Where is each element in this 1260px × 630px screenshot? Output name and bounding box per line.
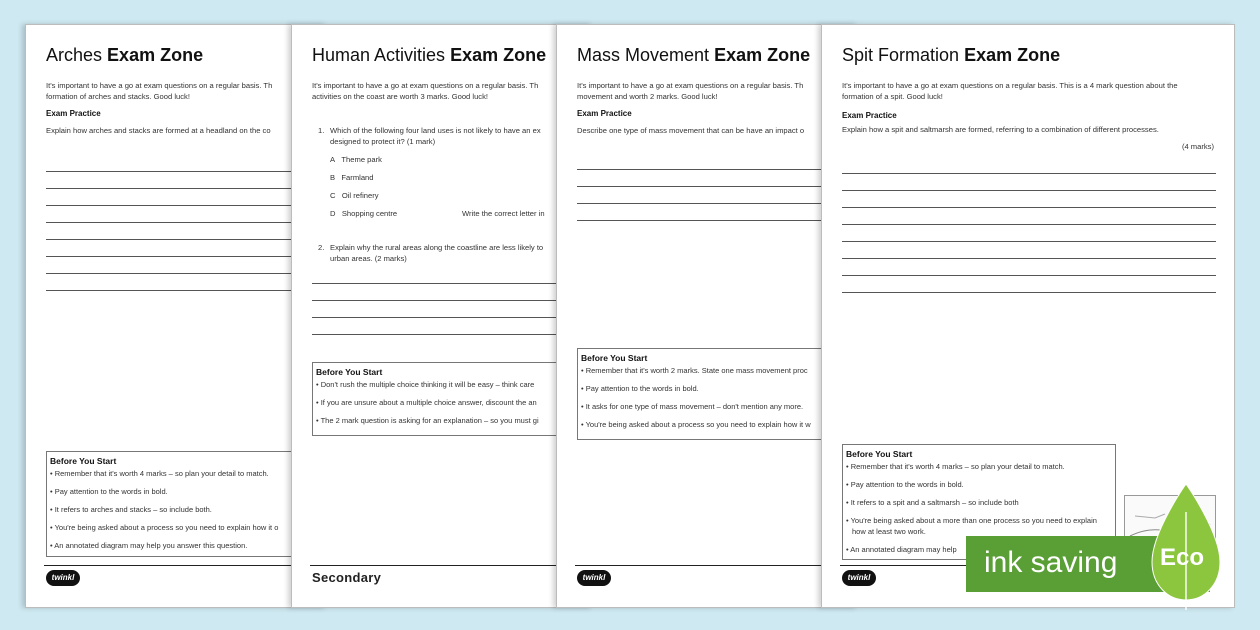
arches-bullet: • An annotated diagram may help you answer this question. xyxy=(50,541,247,550)
twinkl-logo: twinkl xyxy=(577,570,611,586)
human-activities-worksheet xyxy=(291,24,593,608)
spit-bullet: • Remember that it's worth 4 marks – so plan your detail to match. xyxy=(846,462,1065,471)
secondary-label: Secondary xyxy=(312,570,382,585)
answer-line xyxy=(46,239,326,240)
spit-bullet: • It refers to a spit and a saltmarsh – so include both xyxy=(846,498,1019,507)
ink-saving-label: ink saving xyxy=(984,546,1118,579)
answer-line xyxy=(46,171,326,172)
mass-bullet: • It asks for one type of mass movement – don't mention any more. xyxy=(581,402,803,411)
answer-line xyxy=(312,300,592,301)
mass-title: Mass Movement Exam Zone xyxy=(577,45,811,65)
spit-bullet: • Pay attention to the words in bold. xyxy=(846,480,964,489)
mass-question: Describe one type of mass movement that can be have an impact o xyxy=(577,126,805,135)
human-q2-line1: Explain why the rural areas along the coastline are less likely to xyxy=(330,243,544,252)
arches-question: Explain how arches and stacks are formed at a headland on the co xyxy=(46,126,271,135)
arches-before-heading: Before You Start xyxy=(50,456,117,466)
human-q2-number: 2. xyxy=(318,243,325,252)
human-q1-line2: designed to protect it? (1 mark) xyxy=(330,137,436,146)
mass-bullet: • Pay attention to the words in bold. xyxy=(581,384,699,393)
mass-intro-2: movement and worth 2 marks. Good luck! xyxy=(577,92,718,101)
answer-line xyxy=(46,290,326,291)
spit-intro-2: formation of a spit. Good luck! xyxy=(842,92,943,101)
answer-line xyxy=(46,205,326,206)
human-title: Human Activities Exam Zone xyxy=(312,45,547,65)
mass-movement-worksheet xyxy=(556,24,858,608)
arches-title: Arches Exam Zone xyxy=(46,45,204,65)
answer-line xyxy=(46,188,326,189)
mass-intro-1: It's important to have a go at exam questions on a regular basis. Th xyxy=(577,81,804,90)
human-write-letter: Write the correct letter in xyxy=(462,209,545,218)
spit-before-heading: Before You Start xyxy=(846,449,913,459)
answer-line xyxy=(842,207,1216,208)
answer-line xyxy=(842,292,1216,293)
human-q1-number: 1. xyxy=(318,126,325,135)
answer-line xyxy=(312,317,592,318)
arches-intro-2: formation of arches and stacks. Good luck! xyxy=(46,92,190,101)
footer-divider xyxy=(575,565,839,566)
mass-before-heading: Before You Start xyxy=(581,353,648,363)
twinkl-logo: twinkl xyxy=(46,570,80,586)
spit-bullet-continuation: how at least two work. xyxy=(852,527,926,536)
arches-bullet: • Remember that it's worth 4 marks – so plan your detail to match. xyxy=(50,469,269,478)
answer-line xyxy=(842,173,1216,174)
answer-line xyxy=(842,224,1216,225)
answer-line xyxy=(577,169,857,170)
arches-bullet: • You're being asked about a process so you need to explain how it o xyxy=(50,523,278,532)
footer-divider xyxy=(44,565,308,566)
spit-title: Spit Formation Exam Zone xyxy=(842,45,1061,65)
answer-line xyxy=(842,258,1216,259)
spit-intro-1: It's important to have a go at exam questions on a regular basis. This is a 4 mark question about the xyxy=(842,81,1178,90)
human-q2-line2: urban areas. (2 marks) xyxy=(330,254,407,263)
answer-line xyxy=(577,220,857,221)
human-before-heading: Before You Start xyxy=(316,367,383,377)
human-intro-2: activities on the coast are worth 3 marks. Good luck! xyxy=(312,92,488,101)
answer-line xyxy=(312,334,592,335)
arches-practice-heading: Exam Practice xyxy=(46,109,101,118)
answer-line xyxy=(577,186,857,187)
arches-worksheet xyxy=(25,24,327,608)
spit-question: Explain how a spit and saltmarsh are formed, referring to a combination of different processes. xyxy=(842,125,1159,134)
spit-bullet: • You're being asked about a more than one process so you need to explain xyxy=(846,516,1097,525)
twinkl-logo: twinkl xyxy=(842,570,876,586)
mass-bullet: • You're being asked about a process so you need to explain how it w xyxy=(581,420,811,429)
mass-bullet: • Remember that it's worth 2 marks. State one mass movement proc xyxy=(581,366,808,375)
spit-practice-heading: Exam Practice xyxy=(842,111,897,120)
arches-bullet: • Pay attention to the words in bold. xyxy=(50,487,168,496)
answer-line xyxy=(842,241,1216,242)
arches-bullet: • It refers to arches and stacks – so include both. xyxy=(50,505,212,514)
human-option: A Theme park xyxy=(330,155,382,164)
human-q1-line1: Which of the following four land uses is not likely to have an ex xyxy=(330,126,541,135)
human-option: D Shopping centre xyxy=(330,209,398,218)
answer-line xyxy=(842,190,1216,191)
answer-line xyxy=(46,273,326,274)
spit-bullet: • An annotated diagram may help xyxy=(846,545,957,554)
footer-divider xyxy=(310,565,574,566)
answer-line xyxy=(46,256,326,257)
answer-line xyxy=(842,275,1216,276)
human-bullet: • The 2 mark question is asking for an explanation – so you must gi xyxy=(316,416,539,425)
human-option: C Oil refinery xyxy=(330,191,379,200)
answer-line xyxy=(46,222,326,223)
eco-badge-label: Eco xyxy=(1160,544,1205,571)
answer-line xyxy=(312,283,592,284)
human-intro-1: It's important to have a go at exam questions on a regular basis. Th xyxy=(312,81,539,90)
human-option: B Farmland xyxy=(330,173,374,182)
answer-line xyxy=(577,203,857,204)
arches-intro-1: It's important to have a go at exam questions on a regular basis. Th xyxy=(46,81,273,90)
spit-marks: (4 marks) xyxy=(1181,142,1214,151)
mass-practice-heading: Exam Practice xyxy=(577,109,632,118)
human-bullet: • If you are unsure about a multiple choice answer, discount the an xyxy=(316,398,537,407)
human-bullet: • Don't rush the multiple choice thinking it will be easy – think care xyxy=(316,380,534,389)
